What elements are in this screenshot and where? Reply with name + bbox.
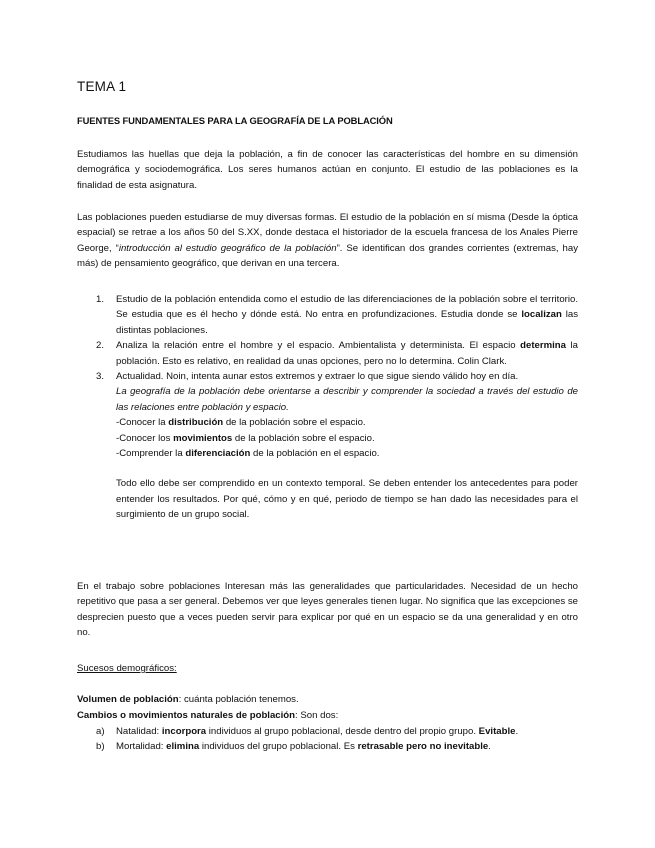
text-run: de la población en el espacio. — [250, 448, 380, 460]
underlined-heading: Sucesos demográficos: — [77, 663, 177, 674]
text-run: -Conocer los — [116, 432, 174, 444]
cambios-line — [77, 708, 578, 723]
text-run: individuos del grupo poblacional. Es — [199, 741, 358, 753]
list-item — [77, 338, 578, 369]
text-run: individuos al grupo poblacional, desde dentro del propio grupo. — [206, 726, 479, 737]
italic-quote: La geografía de la población debe orientarse a describir y comprender la sociedad a través del estudio de las relaciones entre población y espacio. — [116, 386, 578, 413]
sub-point — [116, 431, 578, 446]
closing-paragraph: Todo ello debe ser comprendido en un contexto temporal. Se deben entender los antecedentes para poder entender los resultados. Por qué, cómo y en qué, periodo de tiempo se han dado las necesidades para el surgimiento de un grupo social. — [116, 478, 578, 521]
bold-term: distribución — [168, 417, 224, 429]
list-number: 3. — [96, 371, 105, 383]
bold-term: localizan — [521, 309, 562, 321]
list-item — [77, 739, 578, 754]
text-run: las distintas poblaciones. — [116, 309, 578, 336]
text-run: la población. Esto es relativo, en realidad da unas opciones, pero no lo determina. Colin Clark. — [116, 340, 578, 367]
bold-term: Cambios o movimientos naturales de población — [77, 710, 296, 721]
text-run: Natalidad: — [116, 726, 162, 737]
text-run: : Son dos: — [295, 710, 339, 721]
text-run: ”. Se identifican dos grandes corrientes (extremas, hay más) de pensamiento geográfico, que derivan en una tercera. — [77, 242, 579, 270]
list-item — [77, 369, 578, 523]
list-item — [77, 724, 578, 739]
text-run: Analiza la relación entre el hombre y el espacio. Ambientalista y determinista. El espacio — [116, 340, 521, 352]
text-run: de la población sobre el espacio. — [232, 432, 375, 444]
list-number: 1. — [96, 294, 105, 305]
bold-term: determina — [520, 340, 566, 352]
bold-term: incorpora — [161, 726, 207, 737]
list-letter: a) — [96, 726, 105, 737]
generalities-paragraph: En el trabajo sobre poblaciones Interesan más las generalidades que particularidades. Necesidad de un hecho repetitivo que pasa a ser general. Debemos ver que leyes generales tienen lugar. No significa que las excepciones se desprecien puesto que a veces pueden servir para explicar por qué en un espacio se da una generalidad y en otro no. — [77, 581, 578, 639]
page-title: TEMA 1 — [77, 79, 127, 94]
list-letter: b) — [96, 741, 105, 753]
volumen-line — [77, 692, 578, 707]
text-run: . — [515, 726, 519, 737]
text-run: Estudio de la población entendida como el estudio de las diferenciaciones de la población sobre el territorio. Se estudia que es él hecho y dónde está. No entra en profundizaciones. Estudia donde se — [116, 294, 578, 321]
movements-list — [77, 724, 578, 755]
bold-term: retrasable pero no inevitable — [357, 741, 489, 753]
list-item — [77, 292, 578, 338]
text-run: Mortalidad: — [116, 741, 167, 753]
bold-term: diferenciación — [185, 448, 251, 460]
sub-point — [116, 446, 578, 461]
text-run: -Comprender la — [116, 448, 186, 460]
book-title: introducción al estudio geográfico de la población — [118, 242, 337, 254]
text-run: -Conocer la — [116, 417, 169, 429]
schools-paragraph — [77, 210, 578, 272]
text-run: Actualidad. Noin, intenta aunar estos extremos y extraer lo que sigue siendo válido hoy en día. — [116, 371, 519, 383]
bold-term: Volumen de población — [77, 694, 179, 705]
bold-term: Evitable — [478, 726, 516, 737]
section-subtitle: FUENTES FUNDAMENTALES PARA LA GEOGRAFÍA DE LA POBLACIÓN — [77, 115, 393, 126]
text-run: de la población sobre el espacio. — [223, 417, 366, 429]
sub-point — [116, 415, 578, 430]
list-number: 2. — [96, 340, 105, 352]
text-run: : cuánta población tenemos. — [178, 694, 299, 705]
intro-paragraph: Estudiamos las huellas que deja la población, a fin de conocer las características del hombre en su dimensión demográfica y sociodemográfica. Los seres humanos actúan en conjunto. El estudio de las poblaciones es la finalidad de esta asignatura. — [77, 149, 578, 191]
sucesos-heading — [77, 661, 578, 676]
text-run: Las poblaciones pueden estudiarse de muy diversas formas. El estudio de la población en sí misma (Desde la óptica espacial) se retrae a los años 50 del S.XX, donde destaca el historiador de la escuela francesa de los Anales Pierre George, “ — [77, 212, 578, 254]
bold-term: movimientos — [173, 432, 233, 444]
bold-term: elimina — [166, 741, 200, 753]
text-run: . — [488, 741, 491, 753]
currents-list — [77, 292, 578, 523]
